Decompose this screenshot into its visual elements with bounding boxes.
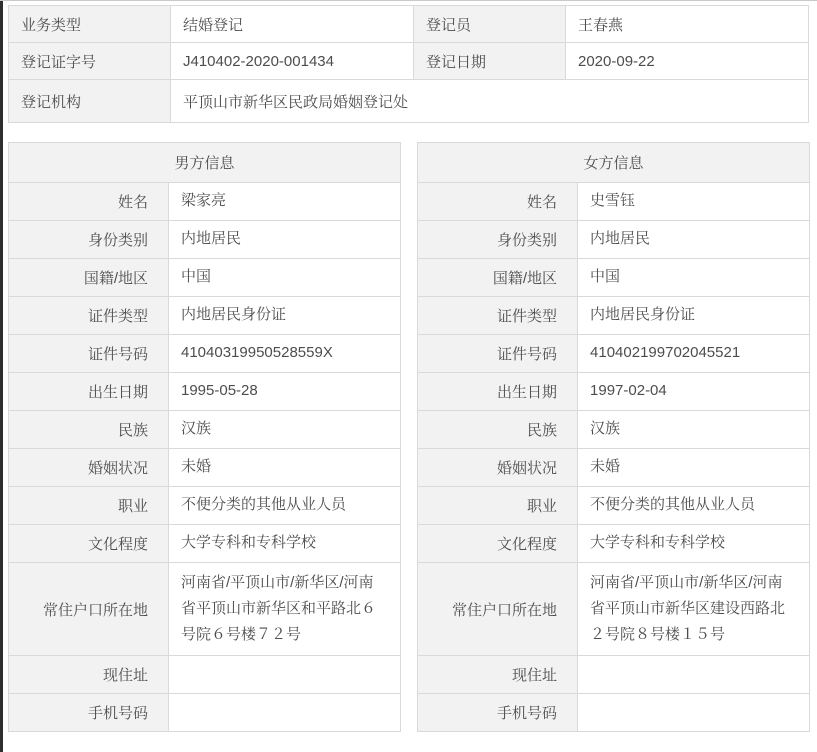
field-label: 手机号码 [9,694,169,732]
field-value: 河南省/平顶山市/新华区/河南省平顶山市新华区和平路北６号院６号楼７２号 [169,563,401,656]
certificate-no-label: 登记证字号 [9,43,171,80]
field-value: 中国 [578,259,810,297]
field-value: 410402199702045521 [578,335,810,373]
table-row [9,43,809,80]
field-row [9,411,401,449]
field-value: 史雪钰 [578,183,810,221]
field-label: 文化程度 [418,525,578,563]
field-label: 证件类型 [9,297,169,335]
field-row [418,525,810,563]
field-label: 出生日期 [9,373,169,411]
field-value: 汉族 [578,411,810,449]
window-left-edge [0,0,3,752]
field-row [418,487,810,525]
table-header-row [418,143,810,183]
field-value: 不便分类的其他从业人员 [578,487,810,525]
table-row [9,6,809,43]
field-row [9,335,401,373]
field-label: 民族 [418,411,578,449]
field-value [169,656,401,694]
field-value: 中国 [169,259,401,297]
field-value: 1997-02-04 [578,373,810,411]
male-info-table [8,142,401,732]
marriage-registration-record [8,5,810,732]
field-row [9,487,401,525]
field-row [418,259,810,297]
registration-date-value: 2020-09-22 [566,43,809,80]
registrar-value: 王春燕 [566,6,809,43]
field-label: 证件类型 [418,297,578,335]
field-value: 未婚 [578,449,810,487]
window-top-edge [0,0,817,1]
registration-office-label: 登记机构 [9,80,171,123]
field-value [578,694,810,732]
certificate-no-value: J410402-2020-001434 [171,43,414,80]
field-row [9,373,401,411]
field-label: 证件号码 [9,335,169,373]
registrar-label: 登记员 [414,6,566,43]
field-value: 内地居民 [578,221,810,259]
field-label: 职业 [418,487,578,525]
field-row [418,694,810,732]
field-row [418,449,810,487]
field-value: 河南省/平顶山市/新华区/河南省平顶山市新华区建设西路北２号院８号楼１５号 [578,563,810,656]
field-row [418,656,810,694]
field-label: 国籍/地区 [9,259,169,297]
field-value: 1995-05-28 [169,373,401,411]
field-row [418,335,810,373]
field-row [9,694,401,732]
field-value [578,656,810,694]
field-label: 现住址 [9,656,169,694]
field-row [418,373,810,411]
field-label: 国籍/地区 [418,259,578,297]
field-value: 41040319950528559X [169,335,401,373]
field-row [9,449,401,487]
field-label: 出生日期 [418,373,578,411]
field-label: 常住户口所在地 [418,563,578,656]
field-row [9,563,401,656]
field-value: 内地居民身份证 [578,297,810,335]
field-value: 大学专科和专科学校 [169,525,401,563]
field-row [418,563,810,656]
field-row [418,411,810,449]
field-label: 婚姻状况 [418,449,578,487]
field-label: 职业 [9,487,169,525]
male-info-title: 男方信息 [9,143,401,183]
field-label: 婚姻状况 [9,449,169,487]
field-row [9,259,401,297]
field-label: 手机号码 [418,694,578,732]
registration-summary-table [8,5,809,123]
person-info-section [8,142,810,732]
field-row [9,525,401,563]
field-row [418,297,810,335]
field-value: 内地居民身份证 [169,297,401,335]
field-value: 汉族 [169,411,401,449]
field-label: 证件号码 [418,335,578,373]
field-value: 梁家亮 [169,183,401,221]
female-info-table [417,142,810,732]
field-value: 未婚 [169,449,401,487]
field-label: 姓名 [9,183,169,221]
field-row [9,297,401,335]
registration-office-value: 平顶山市新华区民政局婚姻登记处 [171,80,809,123]
field-row [418,221,810,259]
field-label: 姓名 [418,183,578,221]
field-label: 民族 [9,411,169,449]
business-type-label: 业务类型 [9,6,171,43]
field-row [9,221,401,259]
field-label: 身份类别 [418,221,578,259]
field-value: 内地居民 [169,221,401,259]
female-info-title: 女方信息 [418,143,810,183]
field-row [418,183,810,221]
business-type-value: 结婚登记 [171,6,414,43]
field-label: 文化程度 [9,525,169,563]
table-header-row [9,143,401,183]
field-label: 身份类别 [9,221,169,259]
registration-date-label: 登记日期 [414,43,566,80]
field-row [9,183,401,221]
field-label: 现住址 [418,656,578,694]
field-label: 常住户口所在地 [9,563,169,656]
field-value: 大学专科和专科学校 [578,525,810,563]
field-value [169,694,401,732]
field-row [9,656,401,694]
table-row [9,80,809,123]
field-value: 不便分类的其他从业人员 [169,487,401,525]
